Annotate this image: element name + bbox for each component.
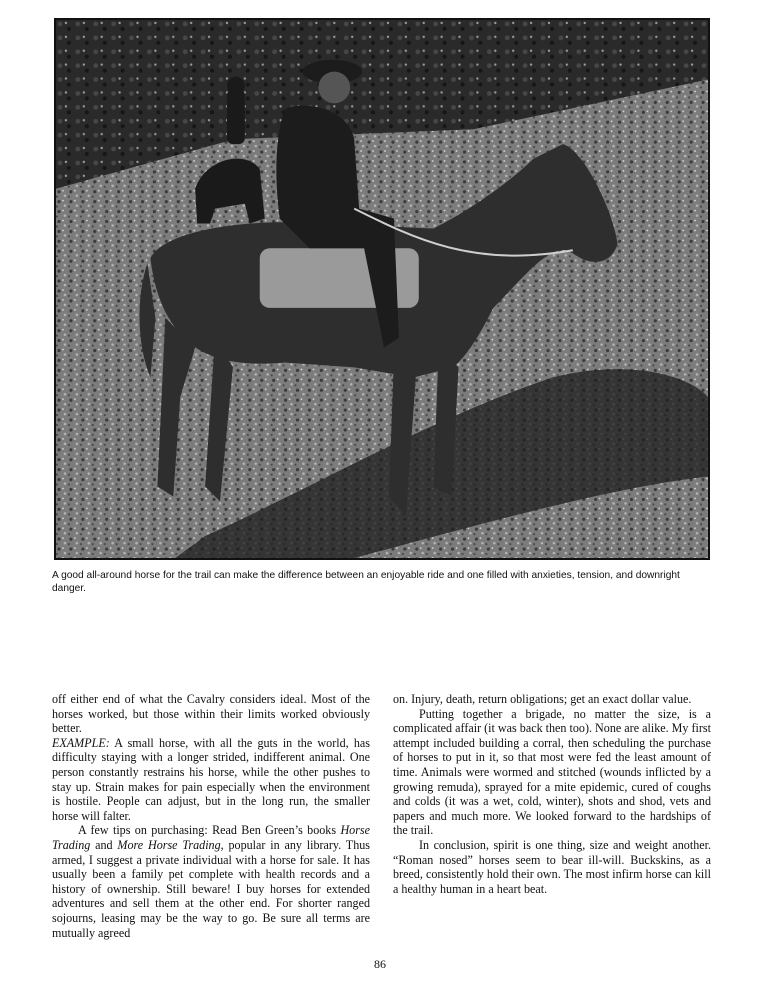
right-paragraph-2: Putting together a brigade, no matter the size, is a complicated affair (it was back then too). None are alike. My first attempt included building a corral, then scheduling the purchase of horses to put in it, so that most were fed the least amount of time. Animals were wormed and stitched (wounds inflicted by a growing remuda), sprayed for a mite epidemic, cured of coughs and colds (it was a wet, cold, winter), shots and shod, vets and papers and much more. We looked forward to the hardships of the trail. [393, 706, 711, 838]
tips-text-b: and [90, 837, 118, 852]
right-paragraph-3: In conclusion, spirit is one thing, size and weight another. “Roman nosed” horses seem to bear ill-will. Buckskins, as a breed, consistently hold their own. The most infirm horse can kill a healthy human in a heart beat. [393, 837, 711, 896]
page-number: 86 [374, 957, 386, 971]
photo-caption: A good all-around horse for the trail can make the difference between an enjoyable ride and one filled with anxieties, tension, and downright danger. [52, 570, 680, 594]
tips-text-a: A few tips on purchasing: Read Ben Green’s books [78, 823, 341, 838]
example-label: EXAMPLE: [52, 735, 110, 750]
left-paragraph-2 [52, 736, 370, 824]
book-title-horse-trading: Horse Trading [52, 823, 370, 852]
book-title-more-horse-trading: More Horse Trading, [117, 837, 224, 852]
left-paragraph-1: off either end of what the Cavalry considers ideal. Most of the horses worked, but those within their limits worked obviously better. [52, 692, 370, 736]
trail-horse-photo [54, 18, 710, 560]
photo-illustration [56, 20, 708, 558]
left-paragraph-3 [52, 823, 370, 940]
right-paragraph-1: on. Injury, death, return obligations; get an exact dollar value. [393, 692, 692, 706]
left-column [52, 692, 370, 940]
example-text: A small horse, with all the guts in the world, has difficulty staying with a longer strided, indifferent animal. One person constantly restrains his horse, while the other pushes to stay up. Strain makes for pain especially when the environment is hostile. People can adjust, but in the long run, the smaller horse will falter. [52, 735, 370, 823]
tips-text-c: popular in any library. Thus armed, I suggest a private individual with a horse for sale. It has usually been a family pet complete with health records and a history of ownership. Still beware! I buy horses for extended adventures and sell them at the other end. For shorter ranged sojourns, leasing may be the way to go. Be sure all terms are mutually agreed [52, 837, 370, 940]
right-column [393, 692, 711, 896]
